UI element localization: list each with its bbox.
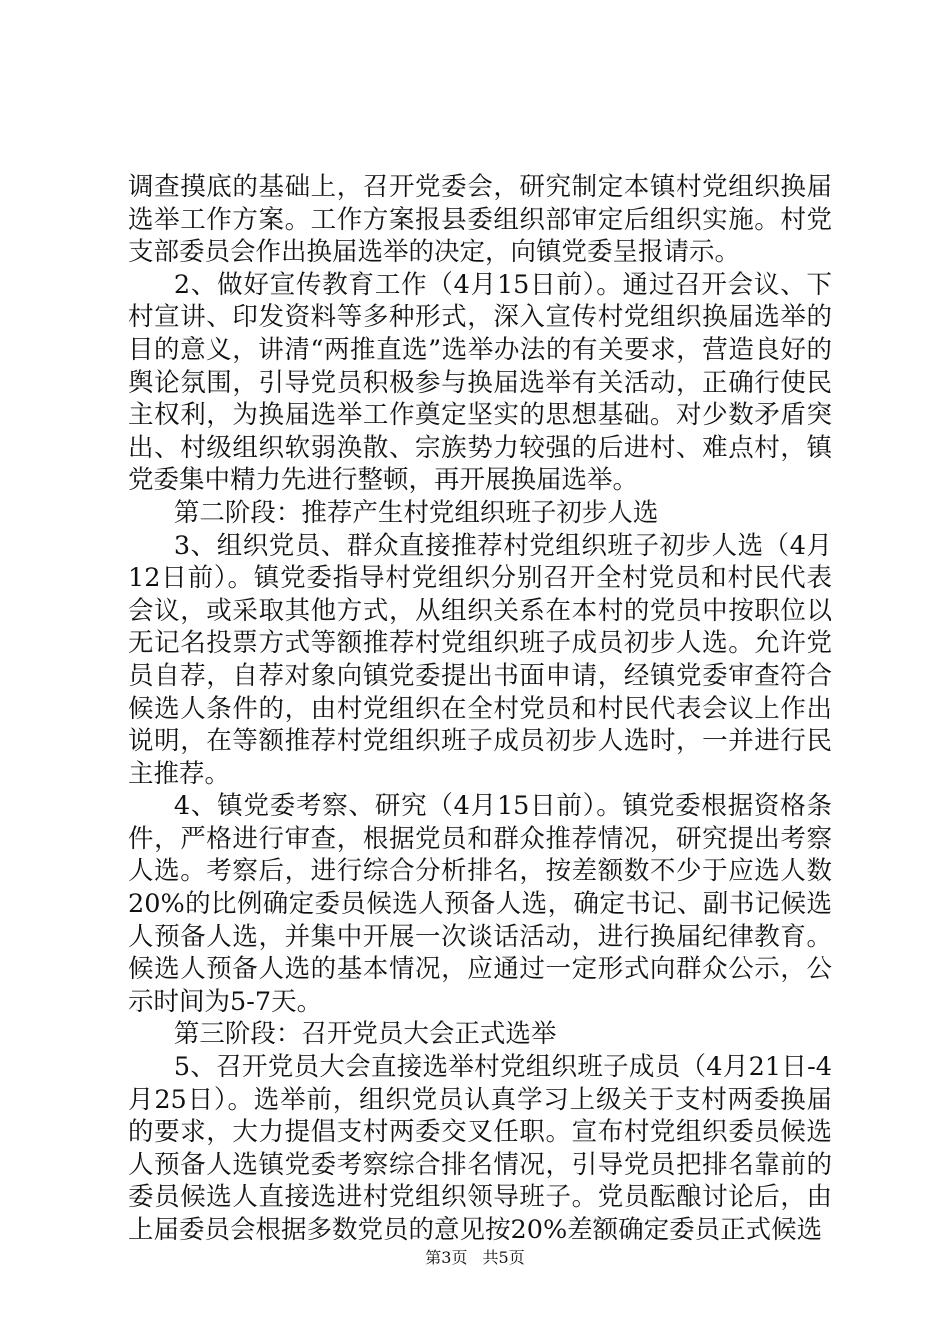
paragraph-item-4: 4、镇党委考察、研究（4月15日前）。镇党委根据资格条件，严格进行审查，根据党员和群众推荐情况，研究提出考察人选。考察后，进行综合分析排名，按差额数不少于应选人数20%的比例确定委员候选人预备人选，确定书记、副书记候选人预备人选，并集中开展一次谈话活动，进行换届纪律教育。候选人预备人选的基本情况，应通过一定形式向群众公示，公示时间为5-7天。 xyxy=(128,791,832,1017)
page-number: 第3页 xyxy=(425,1248,468,1267)
page-total: 共5页 xyxy=(482,1248,525,1267)
paragraph-item-3: 3、组织党员、群众直接推荐村党组织班子初步人选（4月12日前）。镇党委指导村党组织分别召开全村党员和村民代表会议，或采取其他方式，从组织关系在本村的党员中按职位以无记名投票方式等额推荐村党组织班子成员初步人选。允许党员自荐，自荐对象向镇党委提出书面申请，经镇党委审查符合候选人条件的，由村党组织在全村党员和村民代表会议上作出说明，在等额推荐村党组织班子成员初步人选时，一并进行民主推荐。 xyxy=(128,530,832,789)
paragraph-item-2: 2、做好宣传教育工作（4月15日前）。通过召开会议、下村宣讲、印发资料等多种形式，深入宣传村党组织换届选举的目的意义，讲清“两推直选”选举办法的有关要求，营造良好的舆论氛围，引导党员积极参与换届选举有关活动，正确行使民主权利，为换届选举工作奠定坚实的思想基础。对少数矛盾突出、村级组织软弱涣散、宗族势力较强的后进村、难点村，镇党委集中精力先进行整顿，再开展换届选举。 xyxy=(128,269,832,496)
page-footer xyxy=(0,1245,950,1268)
paragraph-item-5: 5、召开党员大会直接选举村党组织班子成员（4月21日-4月25日）。选举前，组织党员认真学习上级关于支村两委换届的要求，大力提倡支村两委交叉任职。宣布村党组织委员候选人预备人选镇党委考察综合排名情况，引导党员把排名靠前的委员候选人直接选进村党组织领导班子。党员酝酿讨论后，由上届委员会根据多数党员的意见按20%差额确定委员正式候选 xyxy=(128,1052,832,1245)
stage-heading-2: 第二阶段：推荐产生村党组织班子初步人选 xyxy=(173,497,659,528)
paragraph-intro-continuation: 调查摸底的基础上，召开党委会，研究制定本镇村党组织换届选举工作方案。工作方案报县委组织部审定后组织实施。村党支部委员会作出换届选举的决定，向镇党委呈报请示。 xyxy=(128,172,832,268)
document-body xyxy=(128,171,832,1247)
stage-heading-3: 第三阶段：召开党员大会正式选举 xyxy=(173,1019,557,1050)
